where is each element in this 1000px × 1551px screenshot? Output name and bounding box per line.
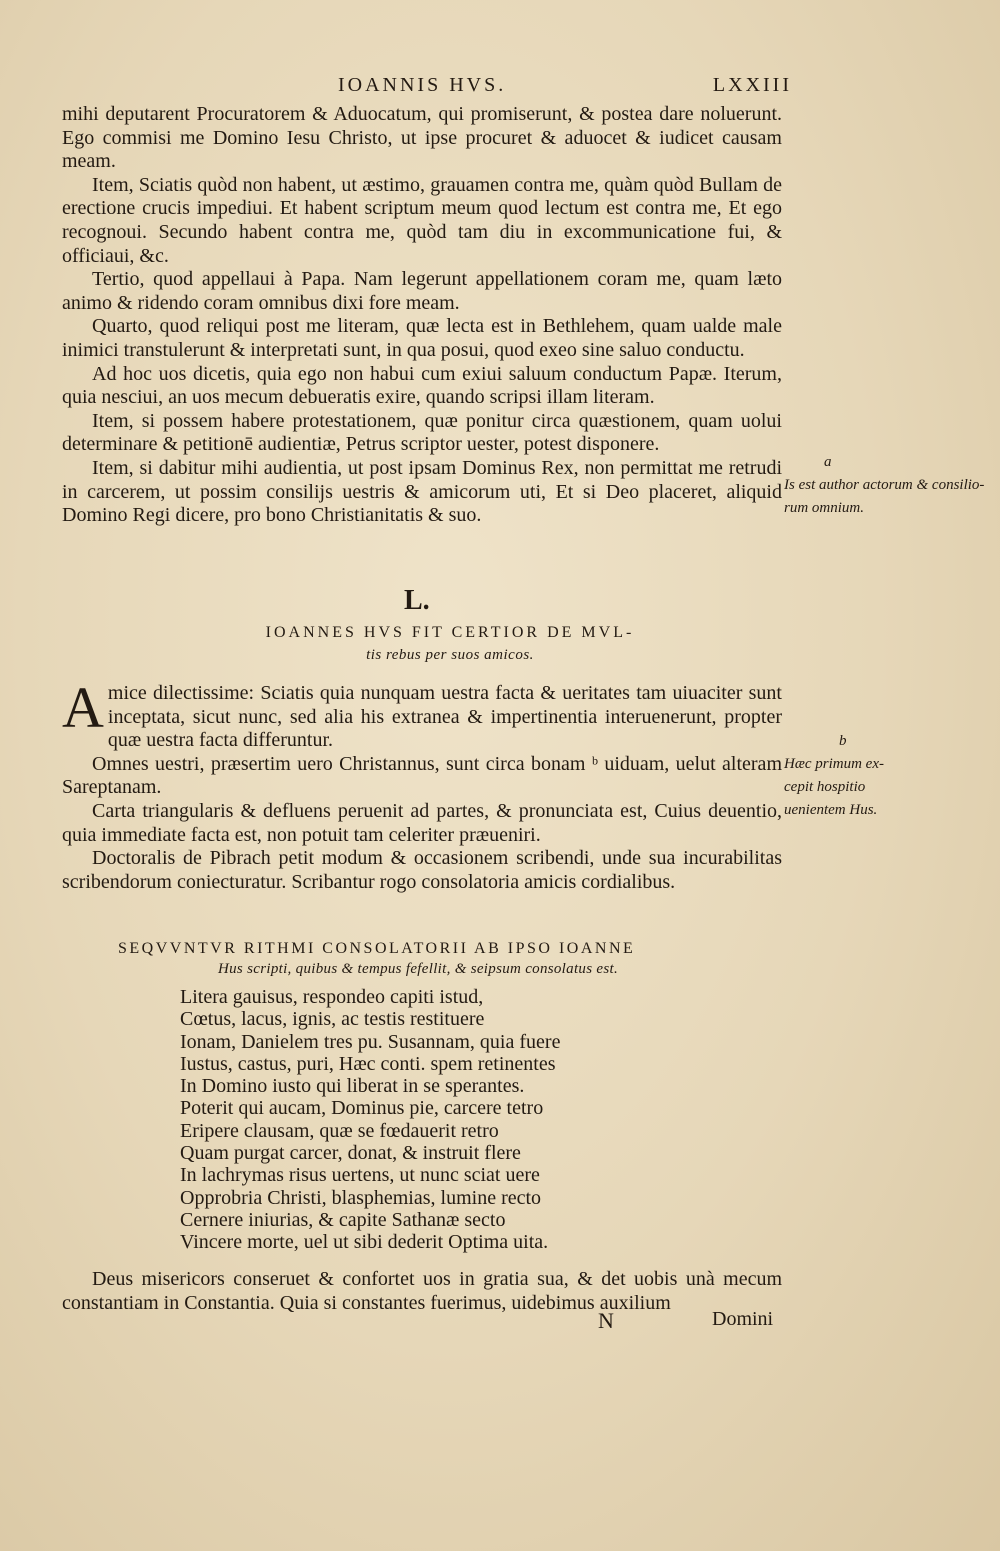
folio-number: LXXIII [712,74,792,96]
poem-line: Cœtus, lacus, ignis, ac testis restituere [180,1008,485,1031]
paragraph: Item, si dabitur mihi audientia, ut post ipsam Dominus Rex, non permittat me retrudi in carcerem, ut possim consilijs uestris & amicorum uti, Et si Deo placeret, aliquid Domino Regi dicere, pro bono Christianitatis & suo. [62,456,782,527]
poem-line: Litera gauisus, respondeo capiti istud, [180,986,484,1008]
poem-line: Eripere clausam, quæ se fœdauerit retro [180,1119,499,1142]
note-line: Hæc primum ex- [784,756,884,772]
heading-line: tis rebus per suos amicos. [366,647,534,663]
paragraph: Omnes uestri, præsertim uero Christannus, sunt circa bonam ᵇ uiduam, uelut alteram Sareptanam. [62,752,782,799]
paragraph: Ad hoc uos dicetis, quia ego non habui cum exiui saluum conductum Papæ. Iterum, quia nesciui, an uos mecum debueratis exire, quando scripsi illam literam. [62,362,782,409]
paragraph: Item, si possem habere protestationem, quæ ponitur circa quæstionem, quam uolui determinare & petitionē audientiæ, Petrus scriptor uester, potest disponere. [62,409,782,456]
heading-line: Hus scripti, quibus & tempus fefellit, & seipsum consolatus est. [218,961,619,977]
catchword: Domini [712,1308,774,1330]
heading-line: IOANNES HVS FIT CERTIOR DE MVL- [265,624,635,641]
paragraph: mihi deputarent Procuratorem & Aduocatum, qui promiserunt, & postea dare noluerunt. Ego commisi me Domino Iesu Christo, ut ipse procuret & aduocet & iudicet causam meam. [62,103,782,173]
letter-heading [190,622,710,666]
poem-line: Vincere morte, uel ut sibi dederit Optima uita. [180,1231,549,1254]
running-title: IOANNIS HVS. [338,74,507,96]
paragraph: Doctoralis de Pibrach petit modum & occasionem scribendi, unde sua incurabilitas scribendorum coniecturatur. Scribantur rogo consolatoria amicis cordialibus. [62,847,782,893]
poem-line: Poterit qui aucam, Dominus pie, carcere tetro [180,1097,544,1120]
drop-cap: A [62,675,104,740]
paragraph: Carta triangularis & defluens peruenit ad partes, & pronunciata est, Cuius deuentio, quia immediate facta est, non potuit tam celeriter præueniri. [62,799,782,846]
note-line: Is est author actorum & consilio- [784,477,985,493]
poem-heading [118,938,798,980]
paragraph: Item, Sciatis quòd non habent, ut æstimo, grauamen contra me, quàm quòd Bullam de erectione crucis impediui. Et habent scriptum meum quod lectum est contra me, Et ego recognoui. Secundo habent contra me, quòd tam diu in excommunicatione fui, & officiaui, &c. [62,173,782,267]
heading-line: SEQVVNTVR RITHMI CONSOLATORII AB IPSO IOANNE [118,940,636,957]
marginal-note-b [784,730,994,822]
note-line: cepit hospitio [784,779,866,795]
note-marker: b [839,733,847,749]
letter-body [62,675,782,894]
paragraph: Tertio, quod appellaui à Papa. Nam legerunt appellationem coram me, quam læto animo & ridendo coram omnibus dixi fore meam. [62,268,782,314]
letter-continuation [62,103,782,528]
poem-line: Quam purgat carcer, donat, & instruit flere [180,1142,521,1165]
poem [180,986,740,1254]
note-marker: a [824,454,832,470]
signature-mark: N [598,1308,614,1333]
note-line: rum omnium. [784,500,865,516]
paragraph: Deus misericors conseruet & confortet uos in gratia sua, & det uobis unà mecum constantiam in Constantia. Quia si constantes fuerimus, uidebimus auxilium [62,1268,782,1314]
paragraph: mice dilectissime: Sciatis quia nunquam uestra facta & ueritates tam uiuaciter sunt inceptata, sicut nunc, sed alia his extranea & impertinentia interuenerunt, propter quæ uestra facta differuntur. [107,682,782,752]
poem-line: In lachrymas risus uertens, ut nunc sciat uere [180,1164,540,1187]
marginal-note-a [784,451,994,520]
paragraph: Quarto, quod reliqui post me literam, quæ lecta est in Bethlehem, quam ualde male inimici transtulerunt & interpretati sunt, in qua posui, quod exeo sine saluo conductu. [62,315,782,361]
closing-text [62,1268,782,1315]
letter-number: L. [404,585,430,616]
poem-line: Iustus, castus, puri, Hæc conti. spem retinentes [180,1052,556,1075]
poem-line: Opprobria Christi, blasphemias, lumine recto [180,1186,542,1209]
poem-line: Ionam, Danielem tres pu. Susannam, quia fuere [180,1030,561,1053]
poem-line: In Domino iusto qui liberat in se sperantes. [180,1075,525,1098]
poem-line: Cernere iniurias, & capite Sathanæ secto [180,1208,506,1231]
note-line: uenientem Hus. [784,802,878,818]
